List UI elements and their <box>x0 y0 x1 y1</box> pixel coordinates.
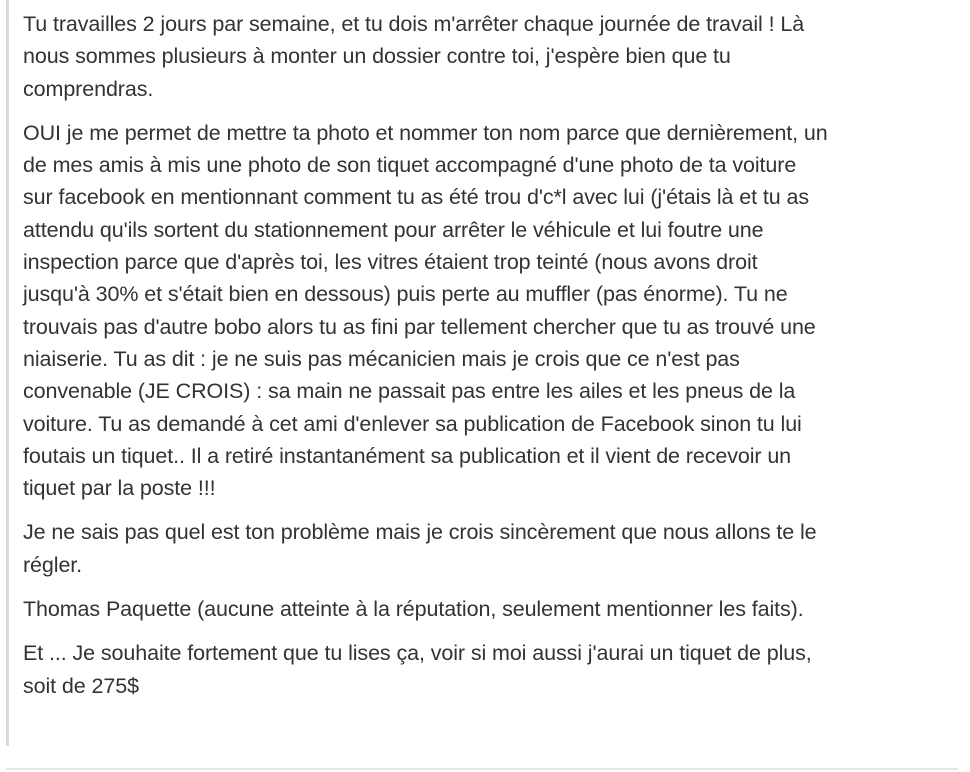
post-paragraph-3: Je ne sais pas quel est ton problème mais je crois sincèrement que nous allons te le régler. <box>23 520 817 577</box>
post-paragraph-1: Tu travailles 2 jours par semaine, et tu dois m'arrêter chaque journée de travail ! Là nous sommes plusieurs à monter un dossier contre toi, j'espère bien que tu comprendras. <box>23 12 805 101</box>
post-bottom-divider <box>6 768 958 770</box>
post-paragraph-4: Thomas Paquette (aucune atteinte à la réputation, seulement mentionner les faits). <box>23 597 804 622</box>
post-paragraph-2: OUI je me permet de mettre ta photo et nommer ton nom parce que dernièrement, un de mes amis à mis une photo de son tiquet accompagné d'une photo de ta voiture sur facebook en mentionnant comment tu as été trou d'c*l avec lui (j'étais là et tu as attendu qu'ils sortent du stationnement pour arrêter le véhicule et lui foutre une inspection parce que d'après toi, les vitres étaient trop teinté (nous avons droit jusqu'à 30% et s'était bien en dessous) puis perte au muffler (pas énorme). Tu ne trouvais pas d'autre bobo alors tu as fini par tellement chercher que tu as trouvé une niaiserie. Tu as dit : je ne suis pas mécanicien mais je crois que ce n'est pas convenable (JE CROIS) : sa main ne passait pas entre les ailes et les pneus de la voiture. Tu as demandé à cet ami d'enlever sa publication de Facebook sinon tu lui foutais un tiquet.. Il a retiré instantanément sa publication et il vient de recevoir un tiquet par la poste !!! <box>23 120 828 501</box>
post-text-body <box>23 8 958 702</box>
post-paragraph-5: Et ... Je souhaite fortement que tu lises ça, voir si moi aussi j'aurai un tiquet de plus, soit de 275$ <box>23 641 812 698</box>
post-left-border <box>6 0 9 746</box>
